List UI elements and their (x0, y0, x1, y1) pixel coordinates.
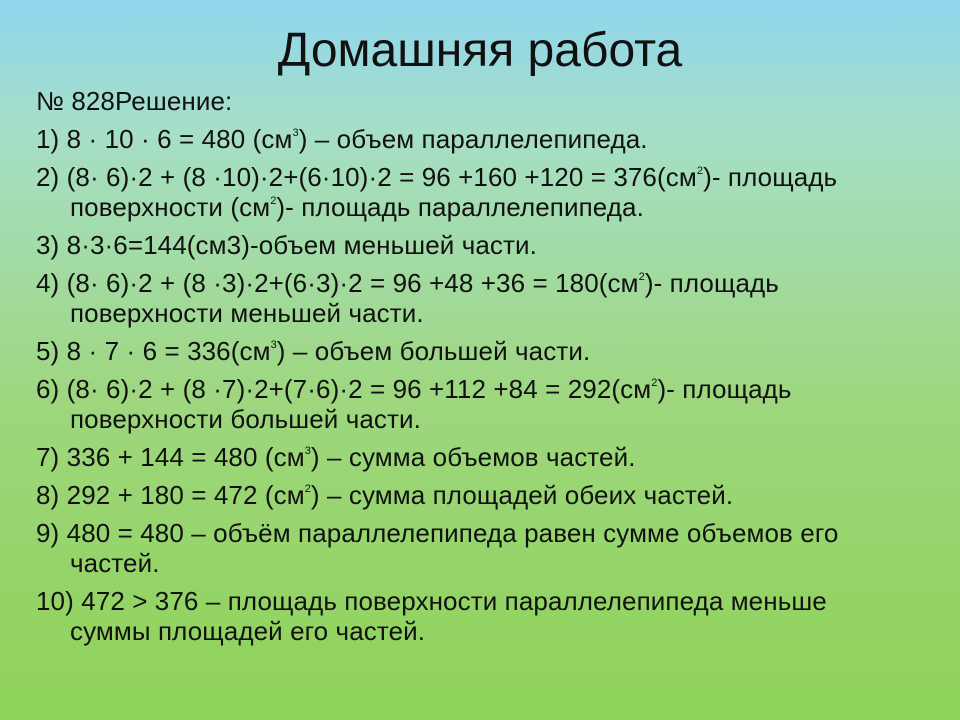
step-text: 7) 336 + 144 = 480 (см (36, 442, 305, 472)
step-line: поверхности меньшей части. (70, 298, 424, 328)
step-text: 1) 8 · 10 · 6 = 480 (см (36, 124, 293, 154)
superscript: 2 (638, 271, 645, 283)
slide-title: Домашняя работа (277, 24, 683, 77)
step-text: 2) (8· 6)·2 + (8 ·10)·2+(6·10)·2 = 96 +160 +120 = 376(см (36, 162, 697, 192)
superscript: 2 (696, 165, 704, 177)
step-line: 9) 480 = 480 – объём параллелепипеда равен сумме объемов его (36, 518, 839, 548)
step-text: )- площадь параллелепипеда. (276, 192, 644, 222)
step-line: частей. (70, 548, 160, 578)
superscript: 2 (304, 483, 311, 495)
step-text: )- площадь (644, 268, 779, 298)
step-text: поверхности (см (70, 192, 271, 222)
solution-step-1 (36, 124, 936, 154)
step-text: )- площадь (657, 374, 792, 404)
step-line (36, 192, 936, 222)
step-text: )- площадь (703, 162, 838, 192)
solution-text (36, 86, 936, 654)
step-line: поверхности большей части. (70, 404, 421, 434)
step-text: 5) 8 · 7 · 6 = 336(см (36, 336, 271, 366)
superscript: 3 (292, 127, 299, 139)
solution-step-6 (36, 374, 936, 434)
solution-step-8 (36, 480, 936, 510)
step-line (36, 162, 936, 192)
solution-step-2 (36, 162, 936, 222)
step-text: ) – сумма площадей обеих частей. (310, 480, 734, 510)
solution-step-10 (36, 586, 936, 646)
solution-step-3 (36, 230, 936, 260)
step-line (36, 268, 936, 298)
step-text: 8) 292 + 180 = 472 (см (36, 480, 305, 510)
solution-step-5 (36, 336, 936, 366)
step-text: ) – объем большей части. (276, 336, 591, 366)
superscript: 3 (270, 339, 277, 351)
superscript: 2 (270, 195, 277, 207)
step-line: 10) 472 > 376 – площадь поверхности параллелепипеда меньше (36, 586, 827, 616)
solution-step-4 (36, 268, 936, 328)
superscript: 3 (304, 445, 311, 457)
step-line (36, 374, 936, 404)
step-text: ) – объем параллелепипеда. (298, 124, 648, 154)
step-text: 6) (8· 6)·2 + (8 ·7)·2+(7·6)·2 = 96 +112 +84 = 292(см (36, 374, 652, 404)
step-text: 4) (8· 6)·2 + (8 ·3)·2+(6·3)·2 = 96 +48 +36 = 180(см (36, 268, 639, 298)
problem-header: № 828Решение: (36, 86, 233, 116)
solution-step-7 (36, 442, 936, 472)
step-text: 3) 8·3·6=144(см3)-объем меньшей части. (36, 230, 537, 260)
solution-step-9 (36, 518, 936, 578)
superscript: 2 (651, 377, 658, 389)
step-line: суммы площадей его частей. (70, 616, 426, 646)
step-text: ) – сумма объемов частей. (310, 442, 636, 472)
